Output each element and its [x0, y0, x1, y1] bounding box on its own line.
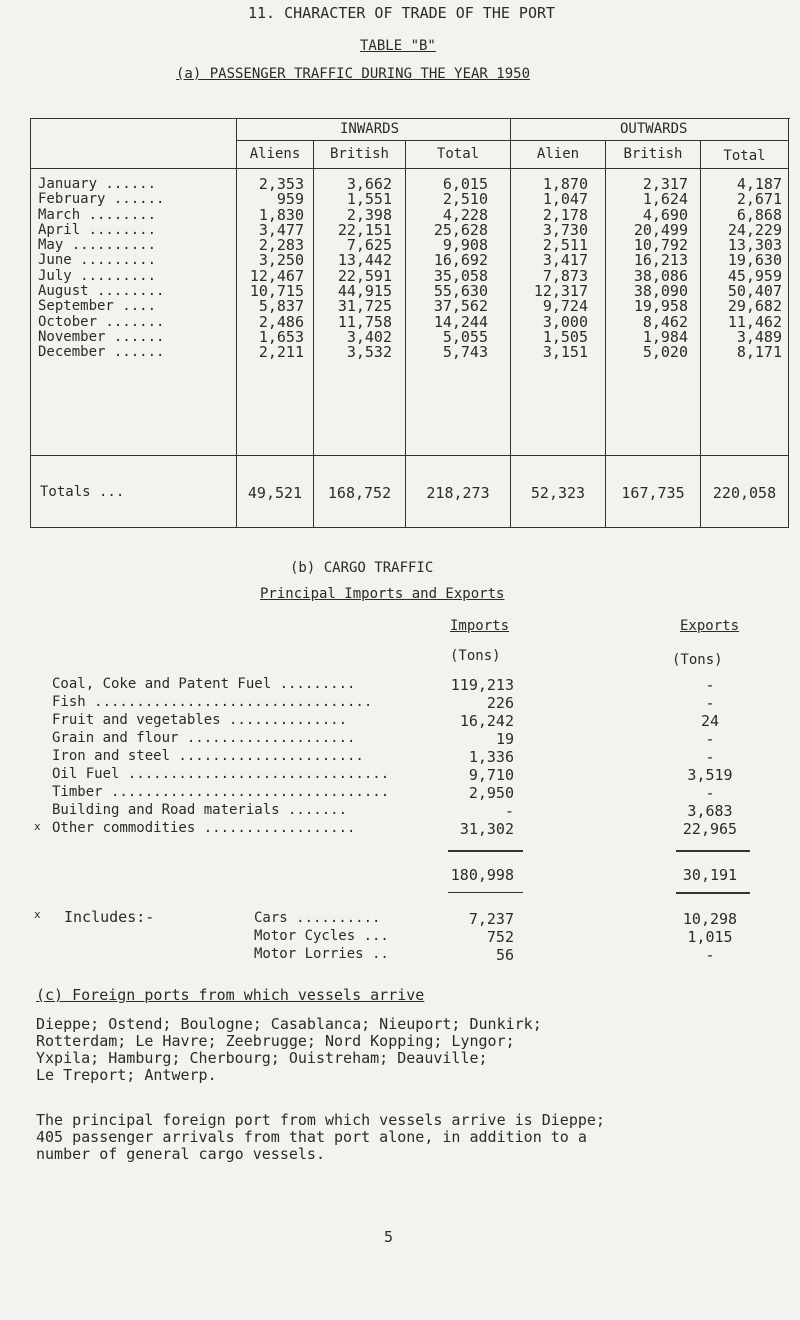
imports-units: (Tons): [450, 648, 501, 664]
month-label: September ....: [38, 298, 157, 315]
exports-value: -: [705, 784, 715, 802]
imports-value: 19: [495, 730, 514, 748]
imports-value: 226: [486, 694, 514, 712]
footnote-mark: x: [34, 820, 41, 833]
commodity-label: Other commodities ..................: [52, 820, 356, 836]
commodity-label: Timber .................................: [52, 784, 390, 800]
total-cell: 52,323: [530, 484, 586, 502]
col-header-outwards-british: British: [623, 146, 683, 162]
table-cell: 5,837: [258, 297, 304, 316]
exports-total-underline: [676, 892, 750, 894]
month-label: December ......: [38, 344, 165, 361]
table-cell: 8,462: [642, 312, 688, 331]
table-cell: 3,000: [542, 312, 588, 331]
table-cell: 38,090: [633, 282, 688, 301]
exports-value: 3,519: [687, 766, 733, 784]
table-cell: 9,724: [542, 297, 588, 316]
list-item: Cars ..........: [254, 910, 381, 926]
outwards-alien-column: [514, 177, 588, 361]
imports-value: 752: [486, 928, 514, 946]
table-cell: 35,058: [433, 266, 488, 285]
table-cell: 11,462: [727, 312, 782, 331]
table-cell: 3,532: [346, 343, 392, 362]
section-heading: 11. CHARACTER OF TRADE OF THE PORT: [248, 4, 556, 22]
month-label: June .........: [38, 252, 157, 269]
exports-total: 30,191: [682, 866, 738, 884]
table-cell: 5,055: [442, 327, 488, 346]
table-cell: 1,870: [542, 175, 588, 193]
inwards-header: INWARDS: [340, 121, 400, 137]
outwards-british-column: [608, 177, 688, 361]
table-cell: 9,908: [442, 236, 488, 255]
list-item: Motor Lorries ..: [254, 946, 389, 962]
month-labels: [38, 177, 164, 361]
month-label: May ..........: [38, 237, 157, 254]
table-cell: 4,228: [442, 205, 488, 224]
principal-port-note: [36, 1112, 605, 1163]
table-cell: 2,317: [642, 175, 688, 193]
total-cell: 49,521: [247, 484, 303, 502]
exports-value: -: [705, 946, 715, 964]
imports-total-rule: [448, 850, 523, 852]
table-cell: 2,211: [258, 343, 304, 362]
month-label: November ......: [38, 328, 165, 345]
imports-value: 31,302: [459, 820, 514, 838]
exports-units: (Tons): [672, 652, 723, 668]
table-cell: 19,958: [633, 297, 688, 316]
includes-label: Includes:-: [64, 908, 155, 926]
table-cell: 44,915: [337, 282, 392, 301]
col-header-inwards-total: Total: [436, 146, 480, 162]
table-cell: 11,758: [337, 312, 392, 331]
imports-value: 56: [495, 946, 514, 964]
table-cell: 37,562: [433, 297, 488, 316]
ports-line: Le Treport; Antwerp.: [36, 1066, 217, 1084]
table-cell: 29,682: [727, 297, 782, 316]
table-cell: 5,743: [442, 343, 488, 362]
month-label: February ......: [38, 191, 165, 208]
exports-value: 22,965: [682, 820, 738, 838]
exports-value: -: [705, 676, 715, 694]
inwards-aliens-column: [240, 177, 304, 361]
includes-mark: x: [34, 908, 41, 921]
total-cell: 167,735: [621, 484, 685, 502]
exports-value: -: [705, 694, 715, 712]
table-cell: 2,486: [258, 312, 304, 331]
month-label: March ........: [38, 206, 157, 223]
table-cell: 1,653: [258, 327, 304, 346]
imports-value: -: [504, 802, 514, 820]
part-a-heading: (a) PASSENGER TRAFFIC DURING THE YEAR 1950: [176, 66, 531, 82]
commodity-label: Oil Fuel ...............................: [52, 766, 390, 782]
table-cell: 20,499: [633, 220, 688, 239]
table-cell: 4,187: [736, 175, 782, 193]
commodity-label: Iron and steel ......................: [52, 748, 364, 764]
month-label: April ........: [38, 221, 157, 238]
imports-total-underline: [448, 892, 523, 893]
table-row: [0, 784, 800, 802]
col-header-outwards-total: Total: [723, 148, 766, 164]
imports-value: 119,213: [450, 676, 514, 694]
table-cell: 3,730: [542, 220, 588, 239]
table-cell: 3,402: [346, 327, 392, 346]
table-cell: 45,959: [727, 266, 782, 285]
table-cell: 2,398: [346, 205, 392, 224]
total-cell: 168,752: [327, 484, 392, 502]
table-cell: 38,086: [633, 266, 688, 285]
total-cell: 218,273: [426, 484, 490, 502]
ports-line: Rotterdam; Le Havre; Zeebrugge; Nord Kopping; Lyngor;: [36, 1032, 515, 1050]
table-cell: 1,624: [642, 190, 688, 209]
exports-value: 10,298: [682, 910, 738, 928]
table-cell: 25,628: [433, 220, 488, 239]
table-cell: 4,690: [642, 205, 688, 224]
table-cell: 3,662: [346, 175, 392, 193]
table-cell: 12,467: [249, 266, 304, 285]
table-cell: 3,417: [542, 251, 588, 270]
table-cell: 24,229: [727, 220, 782, 239]
table-row: [0, 802, 800, 820]
exports-value: 1,015: [687, 928, 733, 946]
commodity-label: Fruit and vegetables ..............: [52, 712, 348, 728]
table-row: [0, 730, 800, 748]
table-cell: 13,303: [727, 236, 782, 255]
table-cell: 22,151: [337, 220, 392, 239]
imports-value: 16,242: [459, 712, 514, 730]
imports-value: 9,710: [468, 766, 514, 784]
foreign-ports-title: (c) Foreign ports from which vessels arrive: [36, 986, 425, 1004]
cargo-title: (b) CARGO TRAFFIC: [290, 560, 434, 576]
table-cell: 1,047: [542, 190, 588, 209]
table-cell: 6,015: [442, 175, 488, 193]
table-cell: 2,353: [258, 175, 304, 193]
commodity-label: Building and Road materials .......: [52, 802, 348, 818]
table-cell: 3,489: [736, 327, 782, 346]
table-row: [0, 676, 800, 694]
commodity-label: Coal, Coke and Patent Fuel .........: [52, 676, 356, 692]
table-cell: 7,625: [346, 236, 392, 255]
table-cell: 3,250: [258, 251, 304, 270]
table-cell: 2,511: [542, 236, 588, 255]
table-cell: 10,715: [249, 282, 304, 301]
table-cell: 14,244: [433, 312, 488, 331]
table-cell: 16,213: [633, 251, 688, 270]
total-cell: 220,058: [712, 484, 777, 502]
imports-header: Imports: [450, 618, 510, 634]
imports-total: 180,998: [450, 866, 514, 884]
imports-value: 7,237: [468, 910, 514, 928]
table-row: [0, 694, 800, 712]
exports-header: Exports: [680, 618, 740, 634]
table-cell: 7,873: [542, 266, 588, 285]
passenger-traffic-table: [0, 0, 800, 540]
totals-label: Totals ...: [40, 484, 125, 500]
month-label: August ........: [38, 283, 165, 300]
month-label: January ......: [38, 176, 157, 192]
table-cell: 2,283: [258, 236, 304, 255]
exports-value: -: [705, 748, 715, 766]
table-cell: 1,984: [642, 327, 688, 346]
table-cell: 2,178: [542, 205, 588, 224]
month-label: July .........: [38, 267, 157, 284]
table-cell: 16,692: [433, 251, 488, 270]
outwards-header: OUTWARDS: [620, 121, 688, 137]
exports-total-rule: [676, 850, 750, 852]
table-cell: 2,510: [442, 190, 488, 209]
table-cell: 3,477: [258, 220, 304, 239]
table-cell: 31,725: [337, 297, 392, 316]
table-cell: 13,442: [337, 251, 392, 270]
table-cell: 1,551: [346, 190, 392, 209]
exports-value: 24: [700, 712, 720, 730]
table-cell: 55,630: [433, 282, 488, 301]
month-label: October .......: [38, 313, 165, 330]
exports-value: -: [705, 730, 715, 748]
cargo-subtitle: Principal Imports and Exports: [260, 586, 505, 602]
table-cell: 50,407: [727, 282, 782, 301]
table-cell: 10,792: [633, 236, 688, 255]
table-cell: 3,151: [542, 343, 588, 362]
table-cell: 959: [276, 190, 304, 209]
table-cell: 22,591: [337, 266, 392, 285]
foreign-ports-list: [36, 1016, 542, 1084]
col-header-inwards-aliens: Aliens: [249, 146, 301, 162]
ports-line: Dieppe; Ostend; Boulogne; Casablanca; Nieuport; Dunkirk;: [36, 1015, 542, 1033]
imports-value: 2,950: [468, 784, 514, 802]
table-cell: 1,830: [258, 205, 304, 224]
table-row: [0, 766, 800, 784]
table-row: [0, 820, 800, 838]
col-header-outwards-alien: Alien: [536, 146, 580, 162]
table-cell: 6,868: [736, 205, 782, 224]
col-header-inwards-british: British: [329, 146, 389, 162]
imports-value: 1,336: [468, 748, 514, 766]
commodity-label: Fish .................................: [52, 694, 373, 710]
table-row: [0, 712, 800, 730]
table-cell: 2,671: [736, 190, 782, 209]
table-label: TABLE "B": [360, 38, 436, 54]
table-cell: 19,630: [727, 251, 782, 270]
table-cell: 12,317: [533, 282, 588, 301]
list-item: Motor Cycles ...: [254, 928, 389, 944]
table-cell: 1,505: [542, 327, 588, 346]
table-row: [0, 748, 800, 766]
note-line: number of general cargo vessels.: [36, 1145, 325, 1163]
inwards-british-column: [318, 177, 392, 361]
note-line: The principal foreign port from which vessels arrive is Dieppe;: [36, 1111, 605, 1129]
inwards-total-column: [412, 177, 488, 361]
table-cell: 8,171: [736, 343, 782, 362]
table-cell: 5,020: [642, 343, 688, 362]
note-line: 405 passenger arrivals from that port alone, in addition to a: [36, 1128, 587, 1146]
exports-value: 3,683: [687, 802, 733, 820]
outwards-total-column: [702, 177, 782, 361]
ports-line: Yxpila; Hamburg; Cherbourg; Ouistreham; Deauville;: [36, 1049, 488, 1067]
page-number: 5: [384, 1228, 394, 1246]
commodity-label: Grain and flour ....................: [52, 730, 356, 746]
